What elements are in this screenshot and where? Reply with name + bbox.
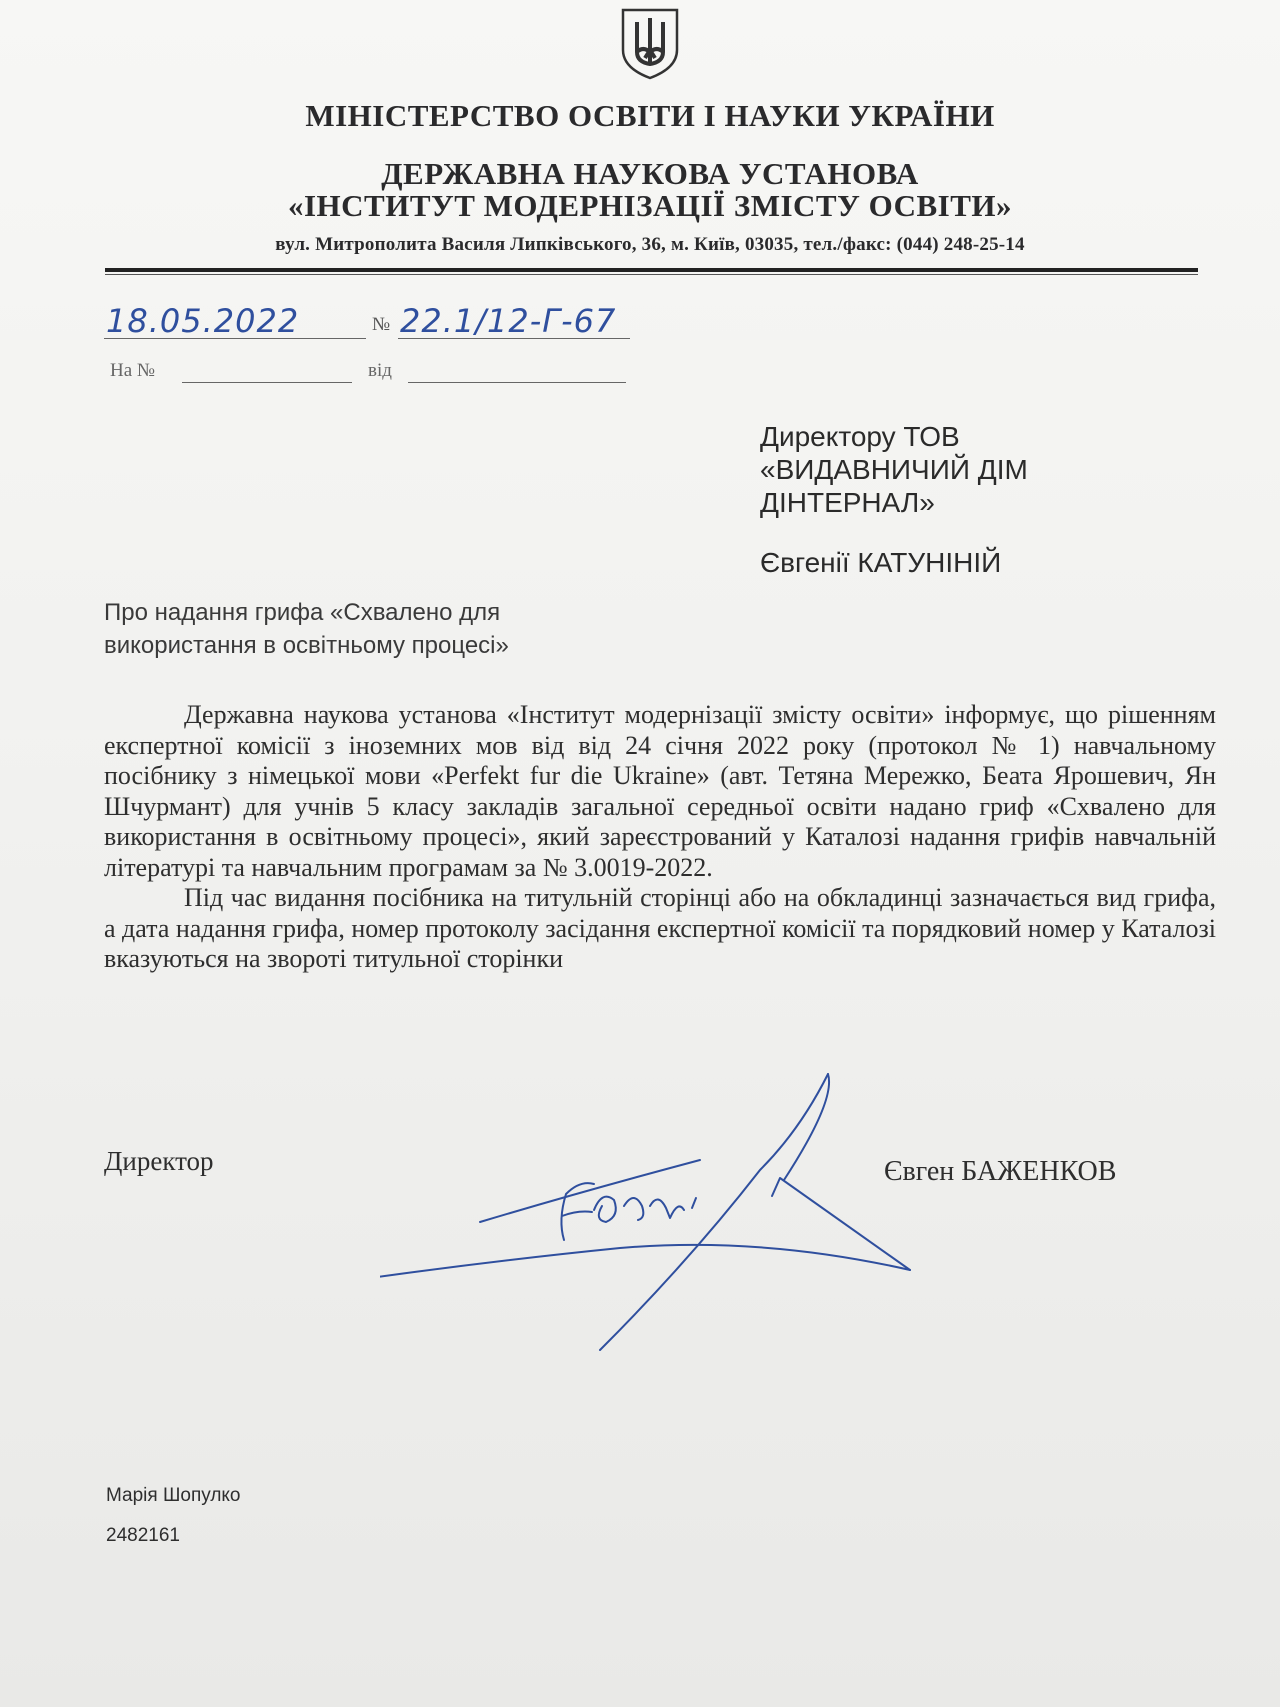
- signatory-name: Євген БАЖЕНКОВ: [884, 1156, 1117, 1187]
- subject-line1: Про надання грифа «Схвалено для: [104, 599, 501, 626]
- body-paragraph-2: Під час видання посібника на титульній сторінці або на обкладинці зазначається вид грифа, а дата надання грифа, номер протоколу засідання експертної комісії та порядковий номер у Каталозі вказуються на звороті титульної сторінки: [104, 883, 1216, 973]
- header-divider: [105, 268, 1198, 272]
- executor-name: Марія Шопулко: [106, 1485, 241, 1506]
- addressee-line1: Директору ТОВ: [760, 421, 960, 452]
- ministry-name: МІНІСТЕРСТВО ОСВІТИ І НАУКИ УКРАЇНИ: [305, 98, 995, 133]
- number-underline: [398, 338, 630, 339]
- from-label: від: [368, 360, 392, 381]
- outgoing-date: 18.05.2022: [106, 302, 300, 340]
- reply-to-field: [182, 382, 352, 383]
- addressee-line2: «ВИДАВНИЧИЙ ДІМ: [760, 454, 1028, 485]
- subject-line2: використання в освітньому процесі»: [104, 632, 509, 659]
- handwritten-signature: [380, 1060, 920, 1360]
- letter-body: [104, 700, 1216, 975]
- outgoing-number: 22.1/12-Г-67: [400, 302, 617, 340]
- institution-name-line2: «ІНСТИТУТ МОДЕРНІЗАЦІЇ ЗМІСТУ ОСВІТИ»: [287, 188, 1013, 223]
- signatory-title: Директор: [104, 1146, 214, 1176]
- body-paragraph-1: Державна наукова установа «Інститут модернізації змісту освіти» інформує, що рішенням експертної комісії з іноземних мов від від 24 січня 2022 року (протокол № 1) навчальному посібнику з німецької мови «Perfekt fur die Ukraine» (авт. Тетяна Мережко, Беата Ярошевич, Ян Шчурмант) для учнів 5 класу закладів загальної середньої освіти надано гриф «Схвалено для використання в освітньому процесі», який зареєстрований у Каталозі надання грифів навчальній літературі та навчальним програмам за № 3.0019-2022.: [104, 700, 1216, 882]
- executor-phone: 2482161: [106, 1525, 180, 1546]
- from-field: [408, 382, 626, 383]
- subject-block: [104, 596, 509, 662]
- institution-name-line1: ДЕРЖАВНА НАУКОВА УСТАНОВА: [381, 156, 919, 191]
- date-underline: [104, 338, 366, 339]
- number-sign: №: [372, 314, 391, 335]
- addressee-block: [760, 420, 1028, 579]
- addressee-name: Євгенії КАТУНІНІЙ: [760, 547, 1002, 578]
- addressee-line3: ДІНТЕРНАЛ»: [760, 487, 935, 518]
- reply-to-label: На №: [110, 360, 156, 381]
- header-divider-thin: [105, 274, 1198, 275]
- institution-address: вул. Митрополита Василя Липківського, 36, м. Київ, 03035, тел./факс: (044) 248-25-14: [275, 234, 1025, 255]
- trident-coat-of-arms-icon: [615, 6, 685, 80]
